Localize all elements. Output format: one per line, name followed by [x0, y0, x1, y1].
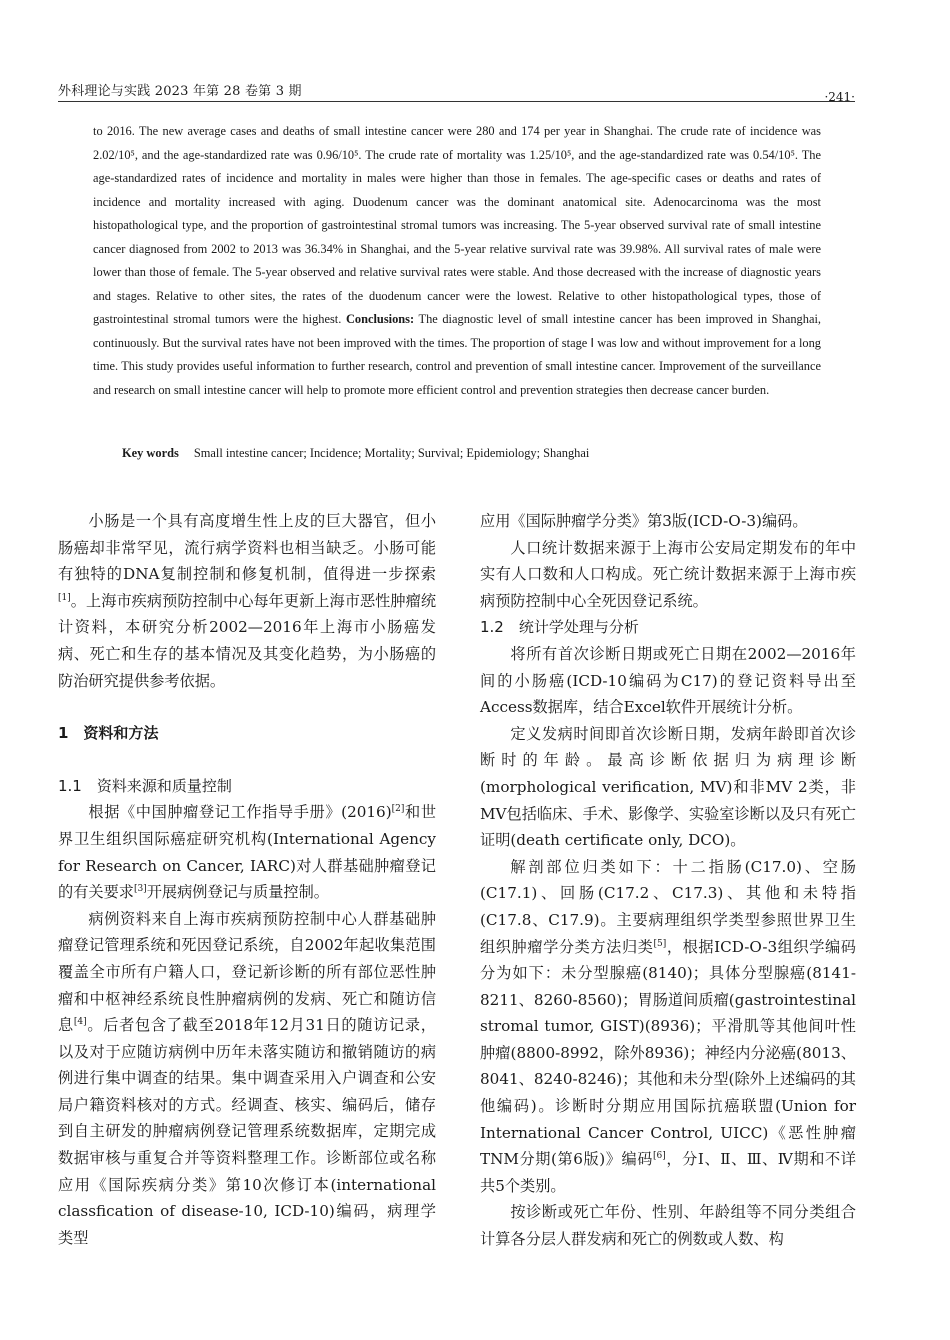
running-header-journal: 外科理论与实践 2023 年第 28 卷第 3 期: [58, 84, 302, 99]
keywords-label: Key words: [122, 446, 179, 460]
abstract-conclusions: The diagnostic level of small intestine cancer has been improved in Shanghai, continuously. But the survival rates have not been improved with the times. The proportion of stage Ⅰ was low and without improvement for a long time. This study provides useful information to further research, control and prevention of small intestine cancer. Improvement of the surveillance and research on small intestine cancer will help to promote more efficient control and prevention strategies then decrease cancer burden.: [93, 312, 821, 397]
abstract-results: to 2016. The new average cases and deaths of small intestine cancer were 280 and 174 per year in Shanghai. The crude rate of incidence was 2.02/10⁵, and the age-standardized rate was 0.96/10⁵. The crude rate of mortality was 1.25/10⁵, and the age-standardized rate was 0.54/10⁵. The age-standardized rates of incidence and mortality in males were higher than those in females. The age-specific cases or deaths and rates of incidence and mortality increased with aging. Duodenum cancer was the dominant anatomical site. Adenocarcinoma was the most histopathological type, and the proportion of gastrointestinal stromal tumors was increasing. The 5-year observed survival rate of small intestine cancer diagnosed from 2002 to 2013 was 36.34% in Shanghai, and the 5-year relative survival rate was 39.98%. All survival rates of male were lower than those of female. The 5-year observed and relative survival rates were stable. And those decreased with the increase of diagnostic years and stages. Relative to other sites, the rates of the duodenum cancer were the lowest. Relative to other histopathological types, those of gastrointestinal stromal tumors were the highest.: [93, 124, 821, 326]
citation-4: [4]: [73, 1017, 87, 1028]
header-rule: [58, 101, 855, 102]
keywords: [122, 446, 822, 461]
keywords-text: Small intestine cancer; Incidence; Mortality; Survival; Epidemiology; Shanghai: [193, 446, 590, 460]
subsection-heading-1-2: 1.2 统计学处理与分析: [480, 618, 639, 637]
conclusions-label: Conclusions:: [345, 312, 415, 326]
paragraph-registration: 根据《中国肿瘤登记工作指导手册》(2016)[2]和世界卫生组织国际癌症研究机构(International Agency for Research on Cancer, IARC)对人群基础肿瘤登记的有关要求[3]开展病例登记与质量控制。: [58, 803, 436, 902]
paragraph-classification: 解剖部位归类如下：十二指肠(C17.0)、空肠(C17.1)、回肠(C17.2、C17.3)、其他和未特指(C17.8、C17.9)。主要病理组织学类型参照世界卫生组织肿瘤学分类方法归类[5]，根据ICD-O-3组织学编码分为如下：未分型腺癌(8140)；具体分型腺癌(8141-8211、8260-8560)；胃肠道间质瘤(gastrointestinal stromal tumor, GIST)(8936)；平滑肌等其他间叶性肿瘤(8800-8992，除外8936)；神经内分泌癌(8013、8041、8240-8246)；其他和未分型(除外上述编码的其他编码)。诊断时分期应用国际抗癌联盟(Union for International Cancer Control, UICC)《恶性肿瘤TNM分期(第6版)》编码[6]，分Ⅰ、Ⅱ、Ⅲ、Ⅳ期和不详共5个类别。: [480, 857, 856, 1195]
paragraph-definitions: 定义发病时间即首次诊断日期，发病年龄即首次诊断时的年龄。最高诊断依据归为病理诊断(morphological verification, MV)和非MV 2类，非MV包括临床、手术、影像学、实验室诊断以及只有死亡证明(death certificate only, DCO)。: [480, 724, 856, 850]
section-heading-1: 1 资料和方法: [58, 724, 159, 743]
left-column: [58, 508, 436, 1251]
citation-6: [6]: [653, 1151, 666, 1162]
abstract-text: [93, 120, 821, 402]
page-number: ·241·: [824, 90, 855, 104]
paragraph-stratification: 按诊断或死亡年份、性别、年龄组等不同分类组合计算各分层人群发病和死亡的例数或人数、构: [480, 1203, 856, 1249]
subsection-heading-1-1: 1.1 资料来源和质量控制: [58, 776, 232, 795]
citation-2: [2]: [391, 804, 405, 815]
right-column: [480, 508, 856, 1253]
citation-1: [1]: [58, 592, 71, 603]
paragraph-export: 将所有首次诊断日期或死亡日期在2002—2016年间的小肠癌(ICD-10编码为C17)的登记资料导出至Access数据库，结合Excel软件开展统计分析。: [480, 644, 856, 717]
citation-5: [5]: [653, 938, 667, 949]
intro-paragraph: 小肠是一个具有高度增生性上皮的巨大器官，但小肠癌却非常罕见，流行病学资料也相当缺乏。小肠可能有独特的DNA复制控制和修复机制，值得进一步探索[1]。上海市疾病预防控制中心每年更新上海市恶性肿瘤统计资料，本研究分析2002—2016年上海市小肠癌发病、死亡和生存的基本情况及其变化趋势，为小肠癌的防治研究提供参考依据。: [58, 512, 436, 690]
paragraph-icdo3: 应用《国际肿瘤学分类》第3版(ICD-O-3)编码。: [480, 512, 808, 530]
paragraph-population-data: 人口统计数据来源于上海市公安局定期发布的年中实有人口数和人口构成。死亡统计数据来源于上海市疾病预防控制中心全死因登记系统。: [480, 538, 856, 610]
citation-3: [3]: [133, 884, 147, 895]
paragraph-case-source: 病例资料来自上海市疾病预防控制中心人群基础肿瘤登记管理系统和死因登记系统，自2002年起收集范围覆盖全市所有户籍人口，登记新诊断的所有部位恶性肿瘤和中枢神经系统良性肿瘤病例的发病、死亡和随访信息[4]。后者包含了截至2018年12月31日的随访记录，以及对于应随访病例中历年未落实随访和撤销随访的病例进行集中调查的结果。集中调查采用入户调查和公安局户籍资料核对的方式。经调查、核实、编码后，储存到自主研发的肿瘤病例登记管理系统数据库，定期完成数据审核与重复合并等资料整理工作。诊断部位或名称应用《国际疾病分类》第10次修订本(international classfication of disease-10, ICD-10)编码，病理学类型: [58, 909, 436, 1247]
